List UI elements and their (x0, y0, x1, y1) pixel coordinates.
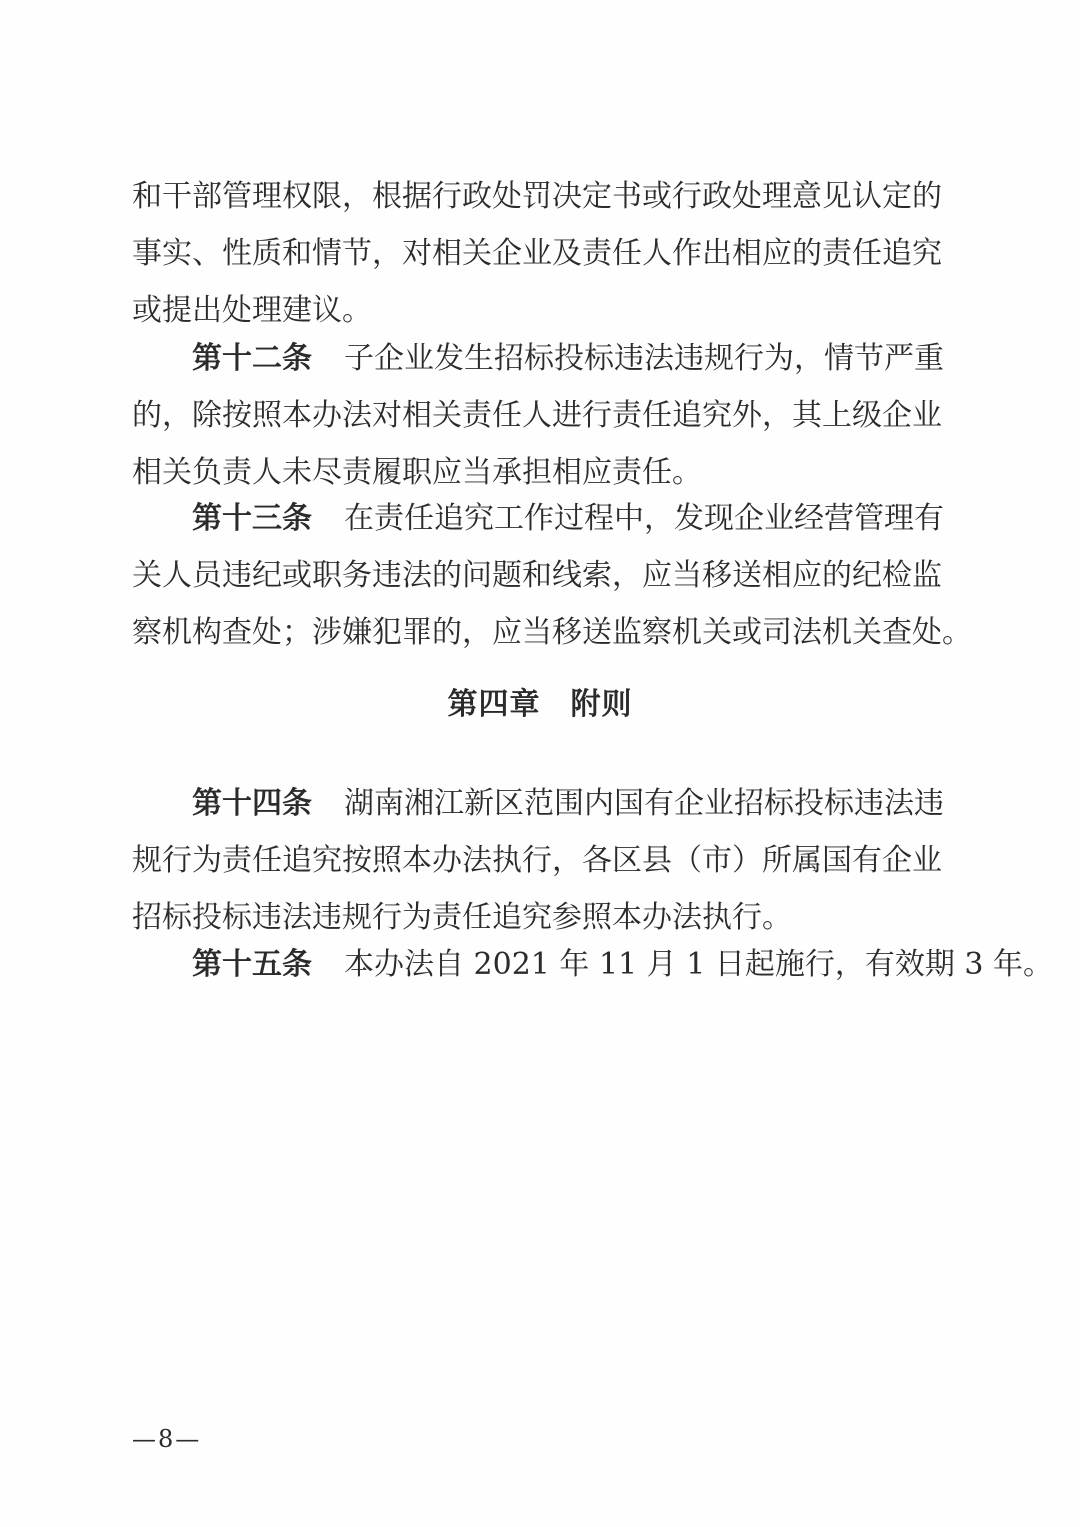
article-text: 在责任追究工作过程中，发现企业经营管理有 (344, 501, 944, 536)
article-14 (132, 775, 944, 946)
article-text: 湖南湘江新区范围内国有企业招标投标违法违 (344, 786, 944, 821)
text-line: 招标投标违法违规行为责任追究参照本办法执行。 (132, 900, 792, 935)
chapter-heading (0, 680, 1080, 730)
text-line: 相关负责人未尽责履职应当承担相应责任。 (132, 455, 702, 490)
text-line: 规行为责任追究按照本办法执行，各区县（市）所属国有企业 (132, 843, 942, 878)
article-text: 子企业发生招标投标违法违规行为，情节严重 (344, 341, 944, 376)
article-title: 第十五条 (192, 947, 312, 982)
chapter-name: 附则 (570, 687, 633, 722)
page-number: —8— (132, 1425, 202, 1453)
paragraph-continuation (132, 168, 942, 339)
text-line: 或提出处理建议。 (132, 293, 372, 328)
text-line (132, 330, 944, 387)
text-line: 和干部管理权限，根据行政处罚决定书或行政处理意见认定的 (132, 179, 942, 214)
text-line (132, 936, 1053, 993)
article-text: 本办法自 2021 年 11 月 1 日起施行，有效期 3 年。 (344, 947, 1053, 982)
article-15 (132, 936, 1053, 993)
article-title: 第十二条 (192, 341, 312, 376)
article-12 (132, 330, 944, 501)
text-line: 的，除按照本办法对相关责任人进行责任追究外，其上级企业 (132, 398, 942, 433)
text-line (132, 775, 944, 832)
chapter-number: 第四章 (447, 687, 541, 722)
text-line (132, 490, 944, 547)
text-line: 事实、性质和情节，对相关企业及责任人作出相应的责任追究 (132, 236, 942, 271)
article-title: 第十三条 (192, 501, 312, 536)
article-title: 第十四条 (192, 786, 312, 821)
text-line: 关人员违纪或职务违法的问题和线索，应当移送相应的纪检监 (132, 558, 942, 593)
text-line: 察机构查处；涉嫌犯罪的，应当移送监察机关或司法机关查处。 (132, 615, 972, 650)
article-13 (132, 490, 972, 661)
